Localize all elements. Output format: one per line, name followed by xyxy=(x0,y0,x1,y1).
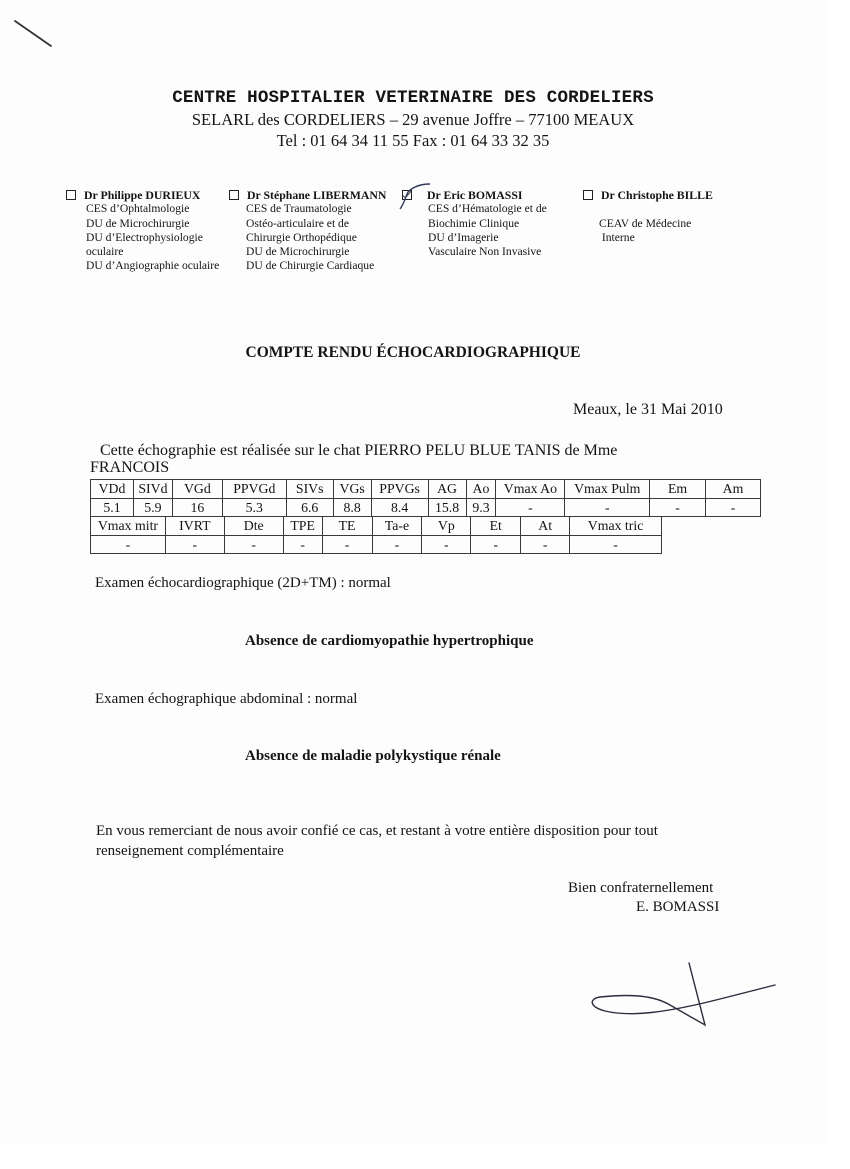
header-cell: At xyxy=(521,517,570,536)
handwritten-signature xyxy=(580,955,800,1035)
doctor-credential: Ostéo-articulaire et de xyxy=(246,216,350,230)
table-value-row xyxy=(91,536,662,554)
doctor-credential: Interne xyxy=(599,230,635,244)
abdominal-exam: Examen échographique abdominal : normal xyxy=(95,691,358,707)
doctor-credential: DU de Microchirurgie xyxy=(86,216,190,230)
header-cell: Em xyxy=(650,480,706,499)
header-cell: Dte xyxy=(224,517,283,536)
doctor-credential: DU d’Imagerie xyxy=(428,230,499,244)
doctor-credential: CES d’Hématologie et de xyxy=(428,202,547,216)
header-cell: Ta-e xyxy=(372,517,422,536)
doctor-libermann xyxy=(229,188,386,274)
doctor-credential xyxy=(599,202,713,216)
header-cell: TE xyxy=(322,517,372,536)
intro-line-2: FRANCOIS xyxy=(90,459,170,476)
value-cell: - xyxy=(165,536,224,554)
header-cell: SIVd xyxy=(133,480,172,499)
value-cell: - xyxy=(650,499,706,517)
header-cell: Vmax Pulm xyxy=(565,480,650,499)
salutation: Bien confraternellement xyxy=(568,880,714,896)
intro-line-1: Cette échographie est réalisée sur le chat PIERRO PELU BLUE TANIS de Mme xyxy=(100,442,618,459)
header-cell: Vp xyxy=(422,517,471,536)
scan-margin-right xyxy=(826,0,850,1169)
value-cell: 16 xyxy=(172,499,222,517)
value-cell: 5.1 xyxy=(91,499,134,517)
value-cell: - xyxy=(322,536,372,554)
cardiac-exam: Examen échocardiographique (2D+TM) : normal xyxy=(95,575,391,591)
value-cell: 15.8 xyxy=(428,499,466,517)
value-cell: - xyxy=(91,536,166,554)
header-cell: PPVGs xyxy=(371,480,428,499)
header-cell: VGs xyxy=(333,480,371,499)
header-cell: VDd xyxy=(91,480,134,499)
doctor-credential: Chirurgie Orthopédique xyxy=(246,230,357,244)
measurements-table-2 xyxy=(90,516,662,554)
doctor-checkbox[interactable] xyxy=(66,190,76,200)
value-cell: - xyxy=(521,536,570,554)
doctor-credential: DU d’Angiographie oculaire xyxy=(86,259,220,273)
value-cell: - xyxy=(422,536,471,554)
doctor-durieux xyxy=(66,188,219,274)
value-cell: - xyxy=(283,536,322,554)
doctor-credential: Biochimie Clinique xyxy=(428,216,520,230)
header-cell: TPE xyxy=(283,517,322,536)
pen-mark xyxy=(10,15,60,55)
value-cell: 5.3 xyxy=(222,499,286,517)
doctor-name: Dr Christophe BILLE xyxy=(601,188,713,202)
value-cell: - xyxy=(496,499,565,517)
value-cell: - xyxy=(372,536,422,554)
table-header-row xyxy=(91,517,662,536)
value-cell: - xyxy=(565,499,650,517)
table-header-row xyxy=(91,480,761,499)
header-cell: Am xyxy=(706,480,761,499)
doctor-bille xyxy=(583,188,713,245)
report-title: COMPTE RENDU ÉCHOCARDIOGRAPHIQUE xyxy=(245,344,581,361)
header-cell: Ao xyxy=(466,480,496,499)
doctor-credential: DU de Chirurgie Cardiaque xyxy=(246,259,375,273)
value-cell: - xyxy=(706,499,761,517)
header-cell: Vmax mitr xyxy=(91,517,166,536)
header-cell: AG xyxy=(428,480,466,499)
table-value-row xyxy=(91,499,761,517)
clinic-contact: Tel : 01 64 34 11 55 Fax : 01 64 33 32 35 xyxy=(276,131,550,150)
clinic-address: SELARL des CORDELIERS – 29 avenue Joffre – 77100 MEAUX xyxy=(191,110,635,129)
header-cell: Et xyxy=(471,517,521,536)
value-cell: 8.4 xyxy=(371,499,428,517)
doctor-checkbox[interactable] xyxy=(583,190,593,200)
signatory-name: E. BOMASSI xyxy=(636,899,720,915)
doctor-credential: Vasculaire Non Invasive xyxy=(428,245,542,259)
value-cell: - xyxy=(471,536,521,554)
handwritten-check-icon xyxy=(396,182,436,212)
header-cell: Vmax Ao xyxy=(496,480,565,499)
doctor-name: Dr Stéphane LIBERMANN xyxy=(247,188,387,202)
closing-line-2: renseignement complémentaire xyxy=(96,842,284,859)
cardiac-conclusion: Absence de cardiomyopathie hypertrophique xyxy=(245,633,534,649)
doctor-name: Dr Eric BOMASSI xyxy=(427,188,523,202)
closing-line-1: En vous remerciant de nous avoir confié ce cas, et restant à votre entière disposition pour tout xyxy=(96,823,658,839)
scan-margin-bottom xyxy=(0,1143,850,1169)
value-cell: 8.8 xyxy=(333,499,371,517)
header-cell: IVRT xyxy=(165,517,224,536)
header-cell: PPVGd xyxy=(222,480,286,499)
doctor-checkbox[interactable] xyxy=(229,190,239,200)
closing-text xyxy=(96,822,756,861)
doctor-credential: DU de Microchirurgie xyxy=(246,245,350,259)
doctor-credential: CES d’Ophtalmologie xyxy=(86,202,190,216)
header-cell: Vmax tric xyxy=(570,517,662,536)
measurements-table-1 xyxy=(90,479,761,517)
header-cell: SIVs xyxy=(286,480,333,499)
report-date: Meaux, le 31 Mai 2010 xyxy=(573,401,723,418)
value-cell: - xyxy=(224,536,283,554)
doctor-credential: CEAV de Médecine xyxy=(599,216,692,230)
abdominal-conclusion: Absence de maladie polykystique rénale xyxy=(245,748,501,764)
value-cell: 9.3 xyxy=(466,499,496,517)
clinic-name: CENTRE HOSPITALIER VETERINAIRE DES CORDELIERS xyxy=(172,88,654,108)
doctor-credential: CES de Traumatologie xyxy=(246,202,352,216)
intro-text xyxy=(90,442,800,476)
value-cell: - xyxy=(570,536,662,554)
value-cell: 5.9 xyxy=(133,499,172,517)
value-cell: 6.6 xyxy=(286,499,333,517)
doctor-credential: DU d’Electrophysiologie xyxy=(86,230,203,244)
doctor-credential: oculaire xyxy=(86,245,124,259)
doctor-name: Dr Philippe DURIEUX xyxy=(84,188,201,202)
header-cell: VGd xyxy=(172,480,222,499)
